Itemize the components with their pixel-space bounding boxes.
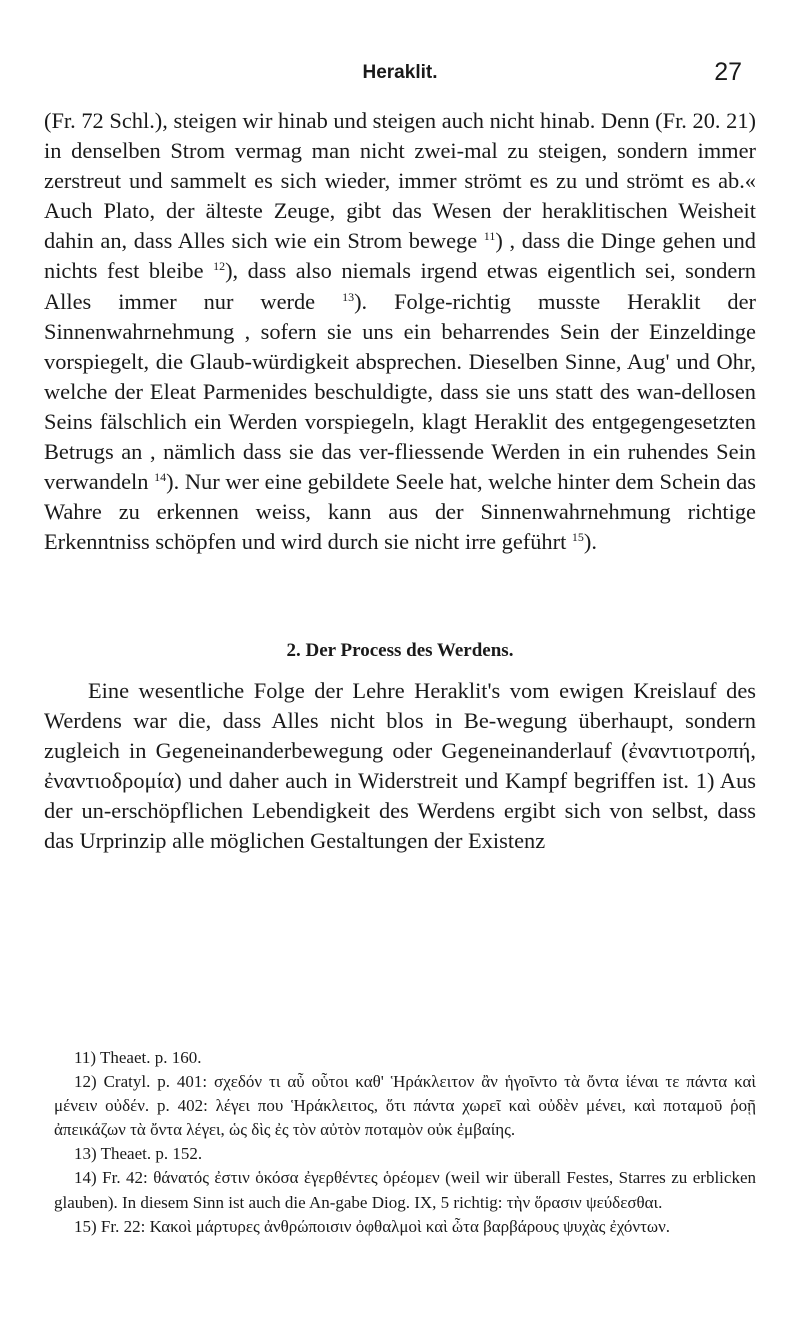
body-paragraph-2 [44,676,756,857]
footnotes [54,1046,756,1239]
footnote-ref-13: 13 [342,289,355,304]
footnote-14 [54,1166,756,1214]
footnote-label: 12) [74,1072,97,1092]
body-paragraph-1 [44,106,756,557]
footnote-ref-11: 11 [483,229,496,244]
text-run: ) , dass die Dinge gehen und nichts fest bleibe [44,228,756,284]
page-number: 27 [714,58,742,86]
section-heading: 2. Der Process des Werdens. [286,640,514,661]
footnote-label: 13) [74,1144,97,1164]
footnote-ref-15: 15 [571,530,584,545]
paragraph-text: Eine wesentliche Folge der Lehre Heraklit's vom ewigen Kreislauf des Werdens war die, dass Alles nicht blos in Be-wegung überhaupt, sondern zugleich in Gegeneinanderbewegung oder Gegeneinanderlauf (ἐναντιοτροπή, ἐναντιοδρομία) und daher auch in Widerstreit und Kampf begriffen ist. 1) Aus der un-erschöpflichen Lebendigkeit des Werdens ergibt sich von selbst, dass das Urprinzip alle möglichen Gestaltungen der Existenz [44,678,756,854]
footnote-label: 14) [74,1168,97,1188]
footnote-ref-12: 12 [213,259,226,274]
footnote-15 [54,1215,756,1239]
page-header [0,58,800,92]
footnote-text: Theaet. p. 152. [100,1144,203,1164]
text-run: ). Nur wer eine gebildete Seele hat, welche hinter dem Schein das Wahre zu erkennen weiss, kann aus der Sinnenwahrnehmung richtige Erkenntniss schöpfen und wird durch sie nicht irre geführt [44,469,756,555]
text-run: ), dass also niemals irgend etwas eigentlich sei, sondern Alles immer nur werde [44,258,756,314]
footnote-12 [54,1070,756,1142]
footnote-ref-14: 14 [154,470,167,485]
footnote-text: Fr. 42: θάνατός ἐστιν ὁκόσα ἐγερθέντες ὁρέομεν (weil wir überall Festes, Starres zu erblicken glauben). In diesem Sinn ist auch die An-gabe Diog. IX, 5 richtig: τὴν ὅρασιν ψεύδεσθαι. [54,1168,756,1212]
footnote-text: Theaet. p. 160. [99,1048,202,1067]
footnote-11 [54,1046,756,1070]
text-run: ). [583,529,597,555]
footnote-text: Cratyl. p. 401: σχεδόν τι αὖ οὗτοι καθ' Ἡράκλειτον ἂν ἡγοῖντο τὰ ὄντα ἰέναι τε πάντα καὶ μένειν οὐδέν. p. 402: λέγει που Ἡράκλειτος, ὅτι πάντα χωρεῖ καὶ οὐδὲν μένει, καὶ ποταμοῦ ῥοῇ ἀπεικάζων τὰ ὄντα λέγει, ὡς δὶς ἐς τὸν αὐτὸν ποταμὸν οὐκ ἐμβαίης. [54,1072,757,1140]
text-run: ). Folge-richtig musste Heraklit der Sinnenwahrnehmung , sofern sie uns ein beharrendes Sein der Einzeldinge vorspiegelt, die Glaub-würdigkeit absprechen. Dieselben Sinne, Aug' und Ohr, welche der Eleat Parmenides beschuldigte, dass sie uns statt des wan-dellosen Seins fälschlich ein Werden vorspiegeln, klagt Heraklit des entgegengesetzten Betrugs an , nämlich dass sie das ver-fliessende Werden in ein ruhendes Sein verwandeln [44,288,756,495]
running-title: Heraklit. [362,62,438,83]
footnote-label: 11) [74,1048,97,1067]
text-run: (Fr. 72 Schl.), steigen wir hinab und steigen auch nicht hinab. Denn (Fr. 20. 21) in denselben Strom vermag man nicht zwei-mal zu steigen, sondern immer zerstreut und sammelt es sich wieder, immer strömt es zu und strömt es ab.« Auch Plato, der älteste Zeuge, gibt das Wesen der heraklitischen Weisheit dahin an, dass Alles sich wie ein Strom bewege [44,108,756,254]
footnote-text: Fr. 22: Κακοὶ μάρτυρες ἀνθρώποισιν ὀφθαλμοὶ καὶ ὦτα βαρβάρους ψυχὰς ἐχόντων. [100,1216,671,1236]
footnote-label: 15) [74,1216,97,1236]
footnote-13 [54,1142,756,1166]
paragraph-text [44,106,756,557]
